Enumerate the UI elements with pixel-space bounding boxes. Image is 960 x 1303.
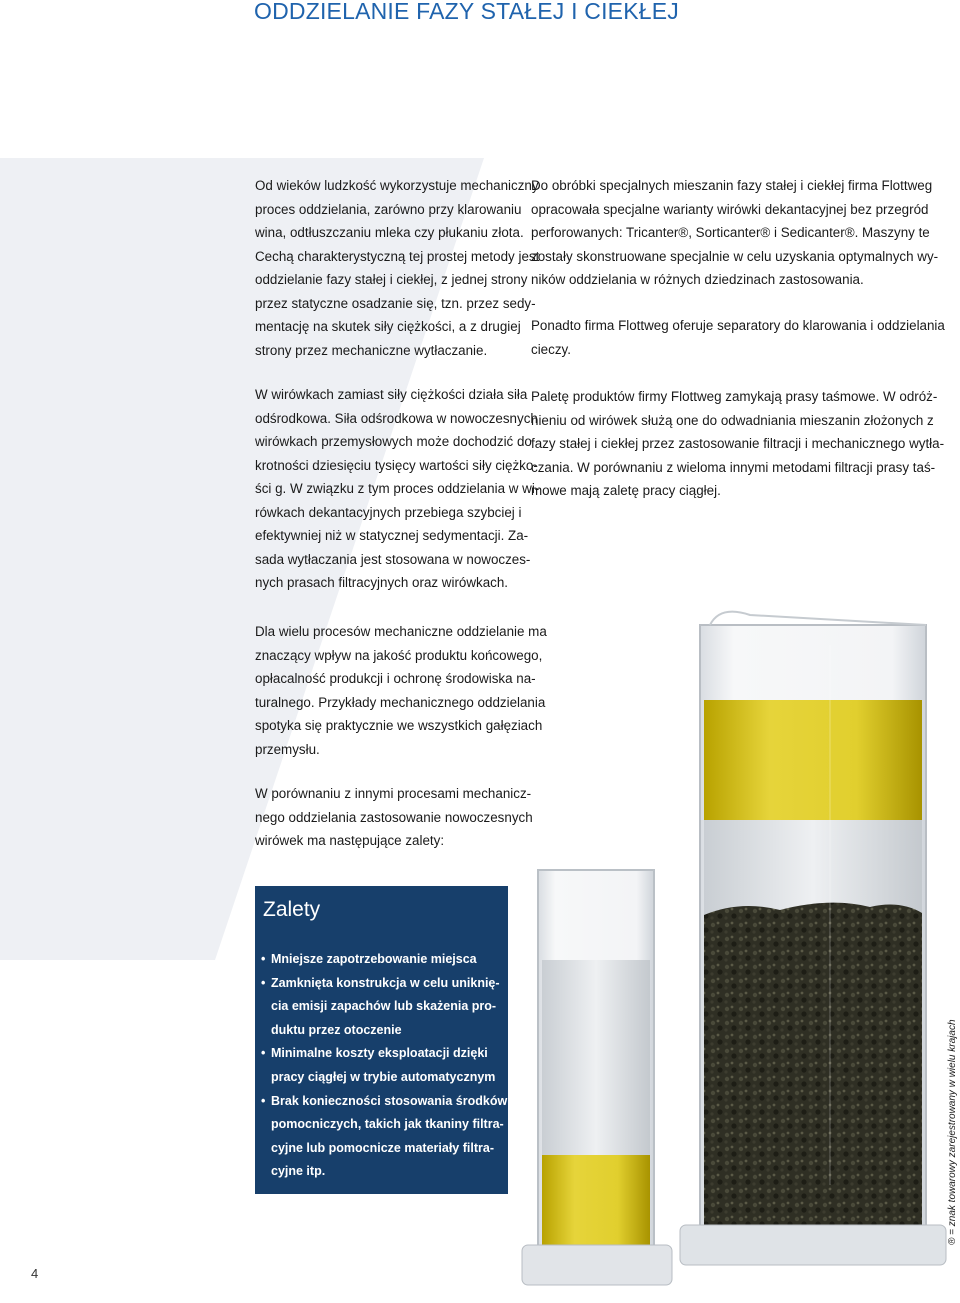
belt-presses-paragraph: Paletę produktów firmy Flottweg zamykają prasy taśmowe. W odróż- nieniu od wirówek służą one do odwadniania mieszanin złożonych z fazy stałej i ciekłej przez zastosowanie filtracji i mechanicznego wytła- czania. W porównaniu z wieloma innymi metodami filtracji prasy taś- mowe mają zaletę pracy ciągłej. bbox=[531, 389, 945, 498]
comparison-paragraph: W porównaniu z innymi procesami mechanicz- nego oddzielania zastosowanie nowoczesnych wirówek ma następujące zalety: bbox=[255, 786, 533, 848]
graduated-cylinders-photo bbox=[500, 585, 960, 1303]
flottweg-decanters-paragraph: Do obróbki specjalnych mieszanin fazy stałej i ciekłej firma Flottweg opracowała specjalne warianty wirówki dekantacyjnej bez przegród perforowanych: Tricanter®, Sorticanter® i Sedicanter®. Maszyny te zostały skonstruowane specjalnie w celu uzyskania optymalnych wy- ników oddzielania w różnych dziedzinach zastosowania. bbox=[531, 178, 939, 287]
advantages-list bbox=[261, 948, 508, 1184]
advantages-title: Zalety bbox=[263, 898, 321, 921]
advantage-item: • Brak konieczności stosowania środków pomocniczych, takich jak tkaniny filtra- cyjne lub pomocnicze materiały filtra- cyjne itp. bbox=[261, 1090, 501, 1184]
industry-importance-paragraph: Dla wielu procesów mechaniczne oddzielanie ma znaczący wpływ na jakość produktu końcowego, opłacalność produkcji i ochronę środowiska na- turalnego. Przykłady mechanicznego oddzielania spotyka się praktycznie we wszystkich gałęziach przemysłu. bbox=[255, 624, 547, 757]
advantage-item: • Minimalne koszty eksploatacji dzięki pracy ciągłej w trybie automatycznym bbox=[261, 1042, 501, 1089]
intro-paragraph: Od wieków ludzkość wykorzystuje mechaniczny proces oddzielania, zarówno przy klarowaniu wina, odtłuszczaniu mleka czy płukaniu złota. Cechą charakterystyczną tej prostej metody jest oddzielanie fazy stałej i ciekłej, z jednej strony przez statyczne osadzanie się, tzn. przez sedy- mentację na skutek siły ciężkości, a z drugiej strony przez mechaniczne wytłaczanie. bbox=[255, 178, 540, 358]
page-number: 4 bbox=[31, 1266, 39, 1281]
advantage-item: • Mniejsze zapotrzebowanie miejsca bbox=[261, 948, 501, 972]
trademark-note: ® = znak towarowy zarejestrowany w wielu krajach bbox=[947, 1019, 958, 1245]
centrifugal-force-paragraph: W wirówkach zamiast siły ciężkości działa siła odśrodkowa. Siła odśrodkowa w nowoczesnych wirówkach przemysłowych może dochodzić do krotności dziesięciu tysięcy wartości siły ciężko- ści g. W związku z tym proces oddzielania w wi- rówkach dekantacyjnych przebiega szybciej i efektywniej niż w statycznej sedymentacji. Za- sada wytłaczania jest stosowana w nowoczes- nych prasach filtracyjnych oraz wirówkach. bbox=[255, 387, 540, 590]
advantages-box bbox=[255, 886, 508, 1194]
page-title: ODDZIELANIE FAZY STAŁEJ I CIEKŁEJ bbox=[254, 0, 679, 24]
separators-paragraph: Ponadto firma Flottweg oferuje separatory do klarowania i oddzielania cieczy. bbox=[531, 318, 945, 357]
advantage-item: • Zamknięta konstrukcja w celu uniknię- cia emisji zapachów lub skażenia pro- duktu przez otoczenie bbox=[261, 972, 501, 1043]
